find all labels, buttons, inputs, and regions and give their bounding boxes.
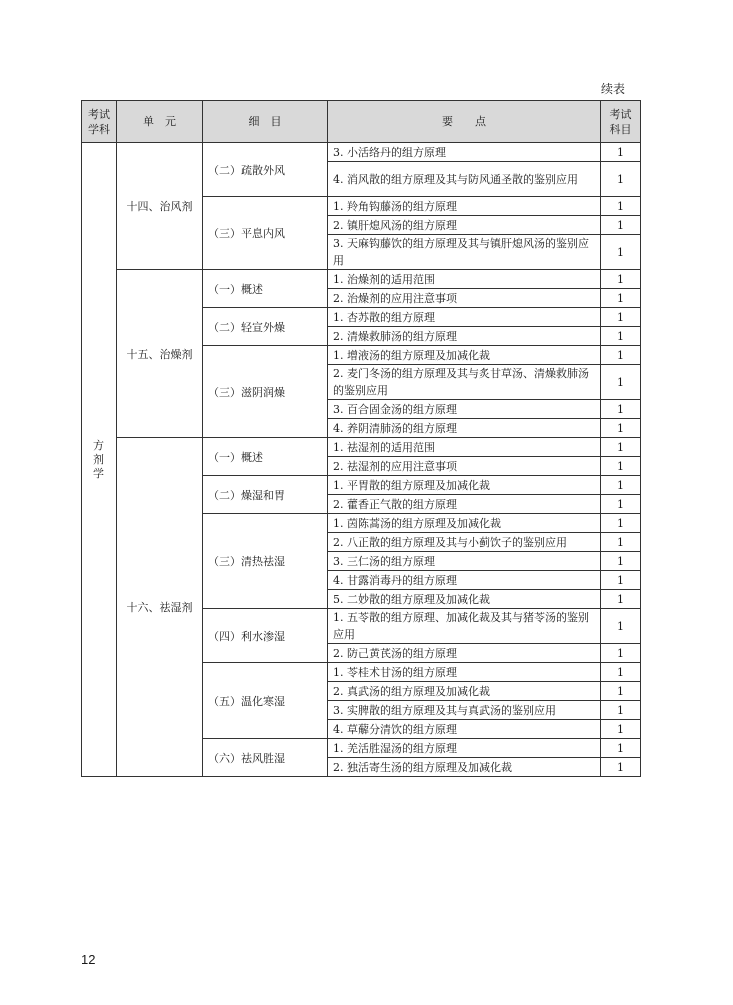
- table-body: [82, 143, 641, 777]
- item-cell: （三）滋阴润燥: [203, 346, 328, 438]
- item-cell: （二）燥湿和胃: [203, 476, 328, 514]
- count-cell: 1: [601, 270, 641, 289]
- count-cell: 1: [601, 739, 641, 758]
- point-cell: 2. 清燥救肺汤的组方原理: [328, 327, 601, 346]
- unit-cell: 十六、祛湿剂: [117, 438, 203, 777]
- item-cell: （一）概述: [203, 270, 328, 308]
- count-cell: 1: [601, 235, 641, 270]
- item-cell: （三）平息内风: [203, 197, 328, 270]
- point-cell: 2. 镇肝熄风汤的组方原理: [328, 216, 601, 235]
- count-cell: 1: [601, 216, 641, 235]
- point-cell: 2. 治燥剂的应用注意事项: [328, 289, 601, 308]
- unit-cell: 十五、治燥剂: [117, 270, 203, 438]
- point-cell: 1. 五苓散的组方原理、加减化裁及其与猪苓汤的鉴别应用: [328, 609, 601, 644]
- item-cell: （三）清热祛湿: [203, 514, 328, 609]
- point-cell: 5. 二妙散的组方原理及加减化裁: [328, 590, 601, 609]
- count-cell: 1: [601, 663, 641, 682]
- count-cell: 1: [601, 758, 641, 777]
- count-cell: 1: [601, 682, 641, 701]
- count-cell: 1: [601, 143, 641, 162]
- table-row: [82, 143, 641, 162]
- count-cell: 1: [601, 365, 641, 400]
- count-cell: 1: [601, 308, 641, 327]
- count-cell: 1: [601, 514, 641, 533]
- header-unit: 单 元: [117, 101, 203, 143]
- continued-label: 续表: [600, 82, 625, 96]
- point-cell: 3. 小活络丹的组方原理: [328, 143, 601, 162]
- count-cell: 1: [601, 438, 641, 457]
- point-cell: 1. 杏苏散的组方原理: [328, 308, 601, 327]
- point-cell: 3. 百合固金汤的组方原理: [328, 400, 601, 419]
- point-cell: 2. 藿香正气散的组方原理: [328, 495, 601, 514]
- subject-cell: [82, 143, 117, 777]
- table-row: [82, 438, 641, 457]
- point-cell: 4. 养阴清肺汤的组方原理: [328, 419, 601, 438]
- count-cell: 1: [601, 327, 641, 346]
- count-cell: 1: [601, 571, 641, 590]
- point-cell: 1. 祛湿剂的适用范围: [328, 438, 601, 457]
- point-cell: 2. 祛湿剂的应用注意事项: [328, 457, 601, 476]
- unit-cell: 十四、治风剂: [117, 143, 203, 270]
- count-cell: 1: [601, 701, 641, 720]
- point-cell: 1. 羌活胜湿汤的组方原理: [328, 739, 601, 758]
- count-cell: 1: [601, 609, 641, 644]
- point-cell: 4. 消风散的组方原理及其与防风通圣散的鉴别应用: [328, 162, 601, 197]
- item-cell: （五）温化寒湿: [203, 663, 328, 739]
- point-cell: 1. 增液汤的组方原理及加减化裁: [328, 346, 601, 365]
- header-point: 要 点: [328, 101, 601, 143]
- item-cell: （六）祛风胜湿: [203, 739, 328, 777]
- count-cell: 1: [601, 346, 641, 365]
- item-cell: （二）疏散外风: [203, 143, 328, 197]
- point-cell: 3. 实脾散的组方原理及其与真武汤的鉴别应用: [328, 701, 601, 720]
- point-cell: 3. 三仁汤的组方原理: [328, 552, 601, 571]
- count-cell: 1: [601, 720, 641, 739]
- header-count: 考试 科目: [601, 101, 641, 143]
- point-cell: 2. 独活寄生汤的组方原理及加减化裁: [328, 758, 601, 777]
- count-cell: 1: [601, 644, 641, 663]
- point-cell: 2. 真武汤的组方原理及加减化裁: [328, 682, 601, 701]
- count-cell: 1: [601, 289, 641, 308]
- point-cell: 1. 平胃散的组方原理及加减化裁: [328, 476, 601, 495]
- count-cell: 1: [601, 457, 641, 476]
- subject-name: 方剂学: [93, 438, 105, 480]
- point-cell: 1. 茵陈蒿汤的组方原理及加减化裁: [328, 514, 601, 533]
- item-cell: （四）利水渗湿: [203, 609, 328, 663]
- item-cell: （一）概述: [203, 438, 328, 476]
- header-item: 细 目: [203, 101, 328, 143]
- count-cell: 1: [601, 162, 641, 197]
- point-cell: 2. 八正散的组方原理及其与小蓟饮子的鉴别应用: [328, 533, 601, 552]
- table-row: [82, 270, 641, 289]
- count-cell: 1: [601, 197, 641, 216]
- page-number: 12: [81, 952, 96, 967]
- item-cell: （二）轻宣外燥: [203, 308, 328, 346]
- point-cell: 2. 防己黄芪汤的组方原理: [328, 644, 601, 663]
- count-cell: 1: [601, 590, 641, 609]
- point-cell: 2. 麦门冬汤的组方原理及其与炙甘草汤、清燥救肺汤的鉴别应用: [328, 365, 601, 400]
- point-cell: 1. 羚角钩藤汤的组方原理: [328, 197, 601, 216]
- point-cell: 3. 天麻钩藤饮的组方原理及其与镇肝熄风汤的鉴别应用: [328, 235, 601, 270]
- count-cell: 1: [601, 552, 641, 571]
- point-cell: 4. 草薢分清饮的组方原理: [328, 720, 601, 739]
- point-cell: 1. 治燥剂的适用范围: [328, 270, 601, 289]
- count-cell: 1: [601, 476, 641, 495]
- syllabus-table: [81, 100, 641, 777]
- header-subject: 考试 学科: [82, 101, 117, 143]
- point-cell: 4. 甘露消毒丹的组方原理: [328, 571, 601, 590]
- table-header: [82, 101, 641, 143]
- count-cell: 1: [601, 419, 641, 438]
- count-cell: 1: [601, 495, 641, 514]
- count-cell: 1: [601, 400, 641, 419]
- count-cell: 1: [601, 533, 641, 552]
- point-cell: 1. 苓桂术甘汤的组方原理: [328, 663, 601, 682]
